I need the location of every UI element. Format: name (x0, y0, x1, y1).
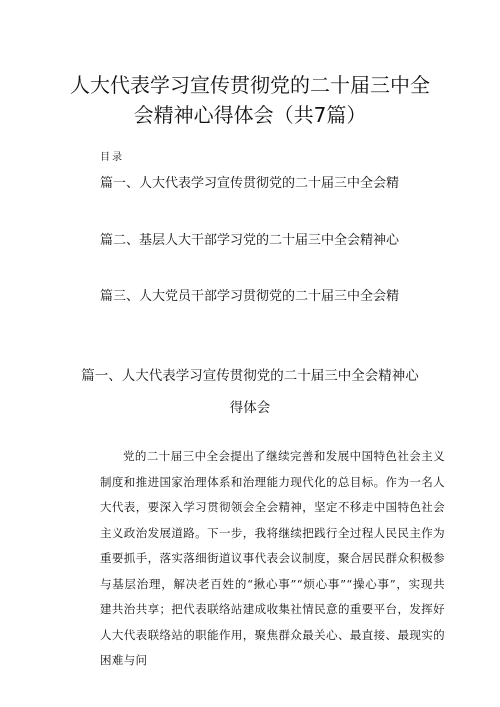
document-title (60, 70, 440, 130)
section-title (60, 360, 440, 424)
toc-item-3[interactable]: 篇三、人大党员干部学习贯彻党的二十届三中全会精 (100, 289, 400, 304)
toc-item-2[interactable]: 篇二、基层人大干部学习党的二十届三中全会精神心 (100, 233, 400, 248)
toc-item-1[interactable]: 篇一、人大代表学习宣传贯彻党的二十届三中全会精 (100, 176, 400, 191)
section-title-line-1: 篇一、人大代表学习宣传贯彻党的二十届三中全会精神心 (81, 368, 419, 384)
document-title-line-1: 人大代表学习宣传贯彻党的二十届三中全 (70, 73, 430, 97)
toc-heading: 目录 (100, 152, 124, 163)
section-title-line-2: 得体会 (229, 400, 271, 416)
document-title-line-2: 会精神心得体会（共7篇） (133, 103, 367, 127)
body-paragraph: 党的二十届三中全会提出了继续完善和发展中国特色社会主义制度和推进国家治理体系和治理能力现代化的总目标。作为一名人大代表，要深入学习贯彻领会全会精神，坚定不移走中国特色社会主义政治发展道路。下一步，我将继续把践行全过程人民民主作为重要抓手，落实落细街道议事代表会议制度，聚合居民群众积极参与基层治理，解决老百姓的“揪心事”“烦心事”“操心事”，实现共建共治共享；把代表联络站建成收集社情民意的重要平台，发挥好人大代表联络站的职能作用，聚焦群众最关心、最直接、最现实的困难与问 (100, 449, 445, 667)
